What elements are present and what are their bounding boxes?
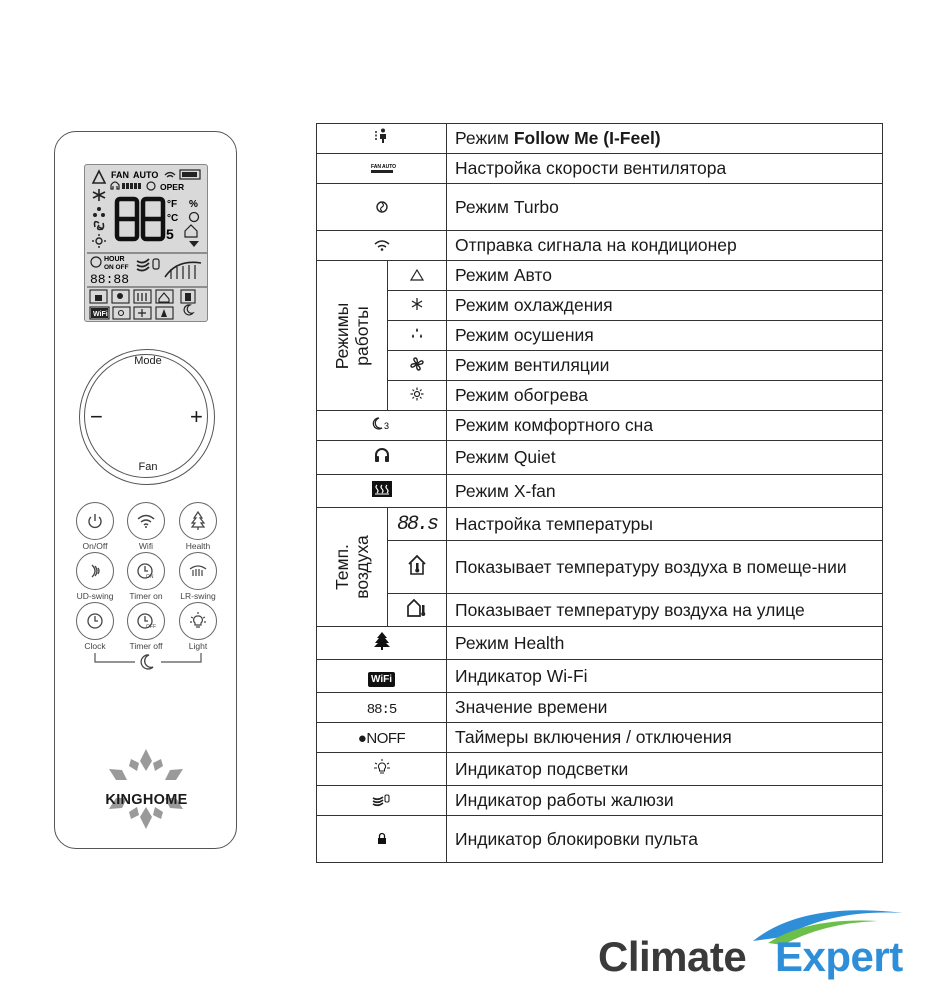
timer-on-button[interactable]: [127, 552, 165, 590]
svg-text:3: 3: [383, 421, 389, 431]
legend-row: [317, 381, 883, 411]
mode-button[interactable]: Mode: [134, 355, 162, 367]
temp-digits-icon: 88.s: [396, 512, 437, 536]
legend-row: [317, 508, 883, 541]
svg-text:OFF: OFF: [146, 624, 156, 630]
fan-button[interactable]: Fan: [138, 461, 158, 473]
ud-swing-icon: [86, 562, 104, 580]
follow-me-icon: [375, 128, 389, 144]
lcd-deg-c: °C: [167, 213, 179, 224]
fan-auto-icon: [370, 162, 396, 174]
ud-swing-label: UD-swing: [76, 591, 114, 601]
legend-row: [317, 291, 883, 321]
legend-text: Значение времени: [447, 693, 883, 723]
lcd-oper-label: OPER: [160, 182, 185, 192]
modes-group-cell: [317, 261, 388, 411]
legend-icon-cell: [317, 124, 447, 154]
legend-row: [317, 594, 883, 627]
drops-icon: [410, 327, 424, 341]
lcd-small-digit: 5: [166, 226, 174, 242]
legend-text: Режим вентиляции: [447, 351, 883, 381]
lcd-quiet-icon: [111, 182, 119, 189]
lcd-swing-icon: [190, 213, 199, 222]
quiet-icon: [373, 446, 391, 464]
backlight-icon: [372, 759, 392, 775]
legend-text: Режим комфортного сна: [447, 411, 883, 441]
lcd-hour-label: HOUR: [104, 256, 125, 263]
legend-row: [317, 816, 883, 863]
lcd-signal-icon: [165, 173, 175, 178]
legend-text: Режим охлаждения: [447, 291, 883, 321]
clock-button[interactable]: [76, 602, 114, 640]
timer-off-button[interactable]: [127, 602, 165, 640]
lr-swing-button[interactable]: [179, 552, 217, 590]
logo-expert-text: Expert: [775, 933, 903, 980]
light-bulb-icon: [188, 611, 208, 631]
turbo-icon: [376, 201, 388, 213]
temp-group-label: Темп. воздуха: [332, 535, 372, 599]
legend-row: [317, 627, 883, 660]
lcd-health-icon: [138, 309, 146, 317]
power-icon: [86, 512, 104, 530]
lcd-house-icon: [159, 293, 169, 302]
legend-text: Режим Health: [447, 627, 883, 660]
lcd-drops-icon: [93, 207, 105, 217]
sun-icon: [410, 387, 424, 401]
legend-row: [317, 261, 883, 291]
lcd-light-icon: [119, 311, 124, 316]
legend-row: [317, 475, 883, 508]
indoor-temp-icon: [408, 555, 426, 575]
brand-name: KINGHOME: [105, 792, 188, 808]
lcd-snowflake-icon: [93, 189, 105, 201]
legend-text: Режим Turbo: [447, 184, 883, 231]
lcd-fan-label: FAN: [111, 170, 129, 180]
legend-text: Режим X-fan: [447, 475, 883, 508]
sleep-icon: [371, 417, 393, 431]
legend-row: [317, 351, 883, 381]
legend-row: [317, 541, 883, 594]
clock-icon: [86, 612, 104, 630]
minus-button[interactable]: −: [90, 404, 103, 429]
lcd-segments: [85, 165, 209, 323]
louver-icon: [373, 794, 391, 806]
legend-text: Режим осушения: [447, 321, 883, 351]
legend-text: Показывает температуру воздуха на улице: [447, 594, 883, 627]
legend-text: Режим Авто: [447, 261, 883, 291]
wifi-button[interactable]: [127, 502, 165, 540]
lcd-arrow-icon: [189, 241, 199, 247]
lr-swing-icon: [188, 564, 208, 578]
health-tree-icon: [374, 632, 390, 650]
timers-icon: ●NOFF: [357, 730, 406, 747]
lcd-person-icon: [161, 309, 167, 317]
legend-table: [316, 123, 883, 863]
on-off-label: On/Off: [82, 541, 108, 551]
sleep-moon-icon: [141, 655, 153, 669]
on-off-button[interactable]: [76, 502, 114, 540]
svg-text:ON: ON: [146, 574, 154, 580]
lcd-sleep-icon: [184, 305, 193, 315]
legend-text: Индикатор блокировки пульта: [447, 816, 883, 863]
lcd-indoor-icon: [185, 225, 197, 237]
legend-row: [317, 411, 883, 441]
legend-text: Режим Quiet: [447, 441, 883, 475]
timer-off-icon: [136, 611, 156, 631]
legend-row: [317, 441, 883, 475]
sleep-bracket: [93, 651, 203, 673]
legend-row: [317, 693, 883, 723]
legend-row: [317, 753, 883, 786]
lcd-auto-label: AUTO: [133, 170, 159, 180]
lcd-deg-f: °F: [167, 199, 178, 210]
signal-icon: [374, 240, 390, 251]
mode-fan-dial[interactable]: [79, 349, 215, 485]
logo-climate-text: Climate: [598, 933, 747, 980]
legend-text: Отправка сигнала на кондиционер: [447, 231, 883, 261]
fan-icon: [410, 357, 424, 371]
temp-group-cell: [317, 508, 388, 627]
lcd-outdoor-icon: [185, 293, 191, 301]
timer-off-label: Timer off: [129, 641, 163, 651]
wifi-label: Wifi: [138, 541, 154, 551]
lcd-big-digits: [117, 199, 163, 239]
ud-swing-button[interactable]: [76, 552, 114, 590]
health-label: Health: [185, 541, 211, 551]
legend-row: [317, 723, 883, 753]
lcd-lock-icon: [95, 295, 102, 301]
light-button[interactable]: [179, 602, 217, 640]
legend-row: [317, 184, 883, 231]
lcd-speed-bars: [122, 183, 141, 189]
legend-text: Индикатор Wi-Fi: [447, 660, 883, 693]
lcd-auto-icon: [93, 171, 105, 183]
climate-expert-logo: [598, 905, 908, 985]
lock-icon: [377, 833, 387, 845]
lcd-time-digits: 88:88: [90, 272, 130, 287]
lcd-x-fan-icon: [138, 293, 146, 301]
legend-row: [317, 231, 883, 261]
legend-text: Настройка температуры: [447, 508, 883, 541]
clock-label: Clock: [84, 641, 106, 651]
lcd-louver-icon: [137, 259, 149, 271]
light-label: Light: [188, 641, 208, 651]
svg-text:FAN: FAN: [370, 164, 381, 170]
wifi-badge-icon: WiFi: [368, 672, 395, 687]
lcd-fan-icon: [95, 222, 104, 230]
plus-button[interactable]: +: [190, 404, 203, 429]
legend-row: [317, 154, 883, 184]
legend-text: Показывает температуру воздуха в помеще-нии: [447, 541, 883, 594]
legend-row: [317, 321, 883, 351]
legend-row: [317, 786, 883, 816]
time-value-icon: 88:5: [366, 702, 397, 718]
auto-mode-icon: [410, 269, 424, 281]
outdoor-temp-icon: [407, 599, 427, 617]
tree-icon: [190, 511, 206, 531]
lcd-wifi-label: WiFi: [93, 311, 108, 318]
remote-control: [54, 131, 237, 849]
svg-text:AUTO: AUTO: [381, 164, 396, 170]
health-button[interactable]: [179, 502, 217, 540]
lcd-on-off-label: ON OFF: [104, 264, 129, 271]
modes-group-label: Режимы работы: [332, 302, 372, 369]
lcd-display: [84, 164, 208, 322]
legend-text: Индикатор работы жалюзи: [447, 786, 883, 816]
lcd-turbo-box-icon: [117, 293, 123, 299]
timer-on-label: Timer on: [129, 591, 163, 601]
lcd-percent: %: [189, 199, 198, 210]
lr-swing-label: LR-swing: [180, 591, 216, 601]
kinghome-logo-icon: [101, 749, 191, 829]
lcd-sun-icon: [92, 234, 106, 248]
wifi-icon: [136, 513, 156, 529]
timer-on-icon: [136, 561, 156, 581]
legend-text: Режим обогрева: [447, 381, 883, 411]
legend-row: [317, 660, 883, 693]
legend-text: Индикатор подсветки: [447, 753, 883, 786]
x-fan-icon: [372, 481, 392, 497]
legend-text: Таймеры включения / отключения: [447, 723, 883, 753]
snowflake-icon: [410, 297, 424, 311]
lcd-clock-icon: [91, 257, 101, 267]
lcd-turbo-icon: [147, 182, 155, 190]
legend-text: Режим Follow Me (I-Feel): [447, 124, 883, 154]
legend-text: Настройка скорости вентилятора: [447, 154, 883, 184]
legend-row: [317, 124, 883, 154]
